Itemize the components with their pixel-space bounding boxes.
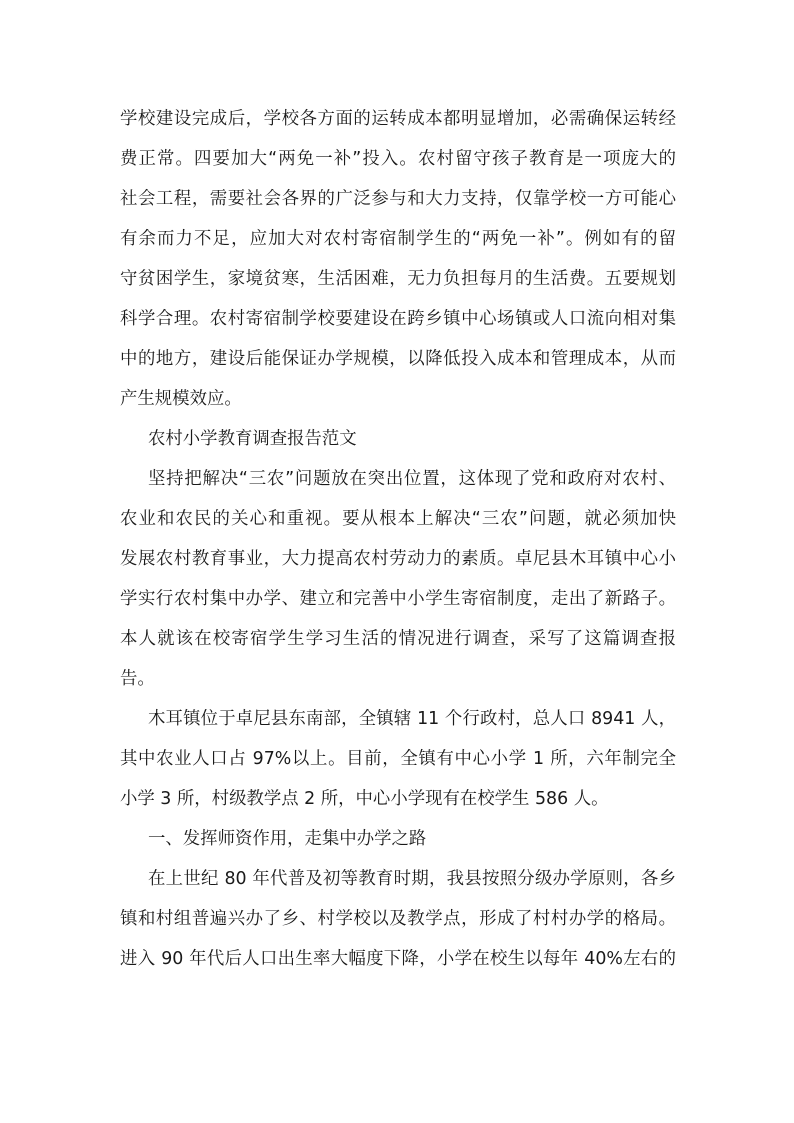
paragraph-line: 小学 3 所，村级教学点 2 所，中心小学现有在校学生 586 人。 [120, 789, 609, 809]
paragraph-line: 本人就该在校寄宿学生学习生活的情况进行调查，采写了这篇调查报 [120, 629, 676, 649]
paragraph-line: 进入 90 年代后人口出生率大幅度下降，小学在校生以每年 40%左右的 [120, 949, 676, 969]
paragraph-line: 中的地方，建设后能保证办学规模，以降低投入成本和管理成本，从而 [120, 349, 676, 369]
section-heading: 一、发挥师资作用，走集中办学之路 [148, 829, 427, 849]
paragraph-line: 农业和农民的关心和重视。要从根本上解决“三农”问题，就必须加快 [120, 509, 676, 529]
paragraph-line: 在上世纪 80 年代普及初等教育时期，我县按照分级办学原则，各乡 [148, 869, 676, 889]
paragraph-line: 坚持把解决“三农”问题放在突出位置，这体现了党和政府对农村、 [148, 469, 676, 489]
paragraph-line: 费正常。四要加大“两免一补”投入。农村留守孩子教育是一项庞大的 [120, 149, 676, 169]
paragraph-line: 镇和村组普遍兴办了乡、村学校以及教学点，形成了村村办学的格局。 [120, 909, 676, 929]
paragraph-line: 产生规模效应。 [120, 389, 242, 409]
paragraph-line: 其中农业人口占 97%以上。目前，全镇有中心小学 1 所，六年制完全 [120, 749, 676, 769]
section-heading: 农村小学教育调查报告范文 [148, 429, 357, 449]
paragraph-line: 有余而力不足，应加大对农村寄宿制学生的“两免一补”。例如有的留 [120, 229, 676, 249]
paragraph-line: 科学合理。农村寄宿制学校要建设在跨乡镇中心场镇或人口流向相对集 [120, 309, 676, 329]
paragraph-line: 学实行农村集中办学、建立和完善中小学生寄宿制度，走出了新路子。 [120, 589, 676, 609]
paragraph-line: 社会工程，需要社会各界的广泛参与和大力支持，仅靠学校一方可能心 [120, 189, 676, 209]
paragraph-line: 告。 [120, 669, 155, 689]
paragraph-line: 学校建设完成后，学校各方面的运转成本都明显增加，必需确保运转经 [120, 109, 676, 129]
paragraph-line: 木耳镇位于卓尼县东南部，全镇辖 11 个行政村，总人口 8941 人， [148, 709, 676, 729]
paragraph-line: 发展农村教育事业，大力提高农村劳动力的素质。卓尼县木耳镇中心小 [120, 549, 676, 569]
paragraph-line: 守贫困学生，家境贫寒，生活困难，无力负担每月的生活费。五要规划 [120, 269, 676, 289]
